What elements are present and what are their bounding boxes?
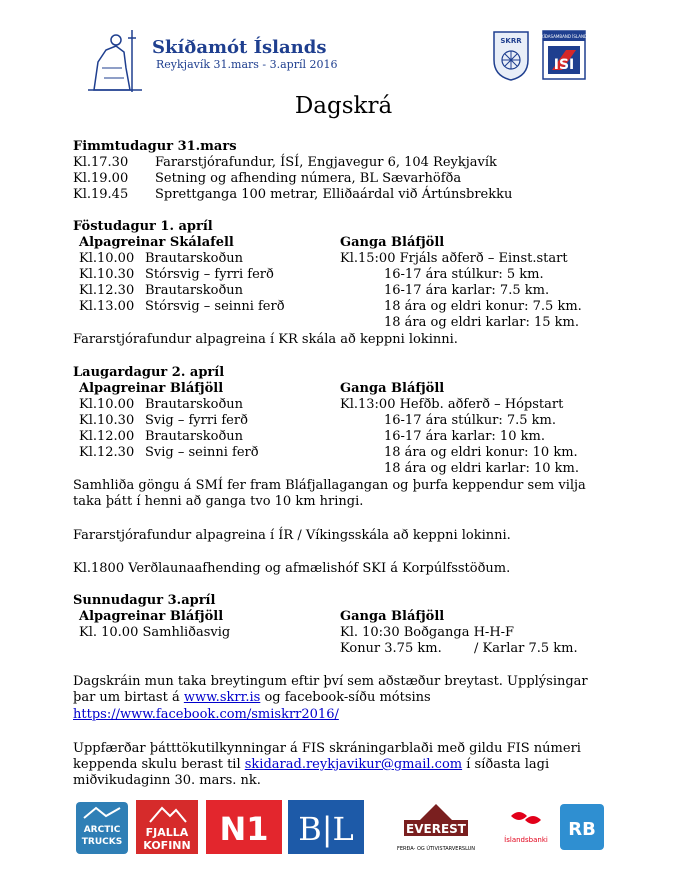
bl-logo bbox=[288, 800, 364, 854]
ski-federation-logo bbox=[538, 30, 590, 80]
footer-line-3: Uppfærðar þátttökutilkynningar á FIS skráningarblaði með gildu FIS númeri bbox=[73, 741, 581, 756]
everest-logo bbox=[388, 800, 484, 856]
brand-title: Skíðamót Íslands bbox=[152, 37, 327, 58]
saturday-nordic-row-2: 16-17 ára karlar: 10 km. bbox=[384, 429, 545, 444]
footer-line-2-suffix: og facebook-síðu mótsins bbox=[260, 690, 431, 705]
skrr-logo-text: SKRR bbox=[500, 37, 522, 45]
friday-heading: Föstudagur 1. apríl bbox=[73, 219, 213, 234]
saturday-alpine-event-2: Svig – fyrri ferð bbox=[145, 413, 248, 428]
facebook-link[interactable]: https://www.facebook.com/smiskrr2016/ bbox=[73, 707, 339, 722]
sunday-heading: Sunnudagur 3.apríl bbox=[73, 593, 216, 608]
skrr-website-link[interactable]: www.skrr.is bbox=[183, 690, 261, 705]
footer-line-4-prefix: keppenda skulu berast til bbox=[73, 757, 245, 772]
ski-federation-logo-text: SKÍÐASAMBAND ÍSLANDS bbox=[538, 34, 590, 39]
saturday-heading: Laugardagur 2. apríl bbox=[73, 365, 225, 380]
friday-nordic-heading: Ganga Bláfjöll bbox=[340, 235, 445, 250]
thursday-time-3: Kl.19.45 bbox=[73, 187, 129, 202]
brand-subtitle: Reykjavík 31.mars - 3.apríl 2016 bbox=[156, 58, 338, 71]
friday-nordic-row-1: 16-17 ára stúlkur: 5 km. bbox=[384, 267, 544, 282]
sunday-nordic-heading: Ganga Bláfjöll bbox=[340, 609, 445, 624]
email-link[interactable]: skidarad.reykjavikur@gmail.com bbox=[244, 757, 463, 772]
friday-nordic-start: Kl.15:00 Frjáls aðferð – Einst.start bbox=[340, 251, 568, 266]
ski-figure-logo bbox=[86, 28, 146, 94]
saturday-paragraph-1-line-2: taka þátt í henni að ganga tvo 10 km hringi. bbox=[73, 494, 364, 509]
friday-nordic-row-3: 18 ára og eldri konur: 7.5 km. bbox=[384, 299, 582, 314]
thursday-event-1: Fararstjórafundur, ÍSÍ, Engjavegur 6, 104 Reykjavík bbox=[155, 155, 497, 170]
sunday-nordic-men: / Karlar 7.5 km. bbox=[474, 641, 578, 656]
arctic-logo-line-1: ARCTIC bbox=[83, 825, 121, 835]
thursday-heading: Fimmtudagur 31.mars bbox=[73, 139, 237, 154]
sunday-alpine-heading: Alpagreinar Bláfjöll bbox=[79, 609, 224, 624]
saturday-nordic-heading: Ganga Bláfjöll bbox=[340, 381, 445, 396]
ski-federation-logo-mark: ISI bbox=[553, 57, 575, 73]
footer-line-5: miðvikudaginn 30. mars. nk. bbox=[73, 773, 261, 788]
footer-line-1: Dagskráin mun taka breytingum eftir því sem aðstæður breytast. Upplýsingar bbox=[73, 674, 588, 689]
friday-nordic-row-2: 16-17 ára karlar: 7.5 km. bbox=[384, 283, 550, 298]
saturday-alpine-time-3: Kl.12.00 bbox=[79, 429, 135, 444]
friday-alpine-time-3: Kl.12.30 bbox=[79, 283, 135, 298]
rb-logo bbox=[560, 804, 604, 850]
friday-alpine-time-1: Kl.10.00 bbox=[79, 251, 135, 266]
arctic-logo-line-2: TRUCKS bbox=[81, 837, 123, 847]
thursday-time-2: Kl.19.00 bbox=[73, 171, 129, 186]
thursday-event-2: Setning og afhending númera, BL Sævarhöfða bbox=[155, 171, 462, 186]
bl-logo-text: B|L bbox=[298, 810, 354, 848]
footer-line-4 bbox=[73, 756, 549, 773]
islandsbanki-logo-text: Íslandsbanki bbox=[504, 836, 548, 844]
saturday-alpine-time-4: Kl.12.30 bbox=[79, 445, 135, 460]
footer-line-2-prefix: þar um birtast á bbox=[73, 690, 184, 705]
saturday-alpine-heading: Alpagreinar Bláfjöll bbox=[79, 381, 224, 396]
saturday-nordic-start: Kl.13:00 Hefðb. aðferð – Hópstart bbox=[340, 397, 564, 412]
fjalla-logo-line-2: KOFINN bbox=[143, 839, 191, 852]
saturday-alpine-event-3: Brautarskoðun bbox=[145, 429, 244, 444]
saturday-alpine-event-4: Svig – seinni ferð bbox=[145, 445, 259, 460]
friday-alpine-event-2: Stórsvig – fyrri ferð bbox=[145, 267, 274, 282]
everest-logo-subtitle: FERÐA- OG ÚTIVISTARVERSLUN bbox=[396, 846, 476, 852]
friday-nordic-row-4: 18 ára og eldri karlar: 15 km. bbox=[384, 315, 579, 330]
friday-alpine-time-4: Kl.13.00 bbox=[79, 299, 135, 314]
n1-logo-text: N1 bbox=[219, 810, 269, 848]
friday-alpine-event-3: Brautarskoðun bbox=[145, 283, 244, 298]
sunday-alpine-event: Kl. 10.00 Samhliðasvig bbox=[79, 625, 231, 640]
saturday-paragraph-3: Kl.1800 Verðlaunaafhending og afmælishóf SKI á Korpúlfsstöðum. bbox=[73, 561, 511, 576]
thursday-time-1: Kl.17.30 bbox=[73, 155, 129, 170]
n1-logo bbox=[206, 800, 282, 854]
saturday-nordic-row-3: 18 ára og eldri konur: 10 km. bbox=[384, 445, 578, 460]
arctic-trucks-logo bbox=[76, 802, 128, 854]
saturday-alpine-event-1: Brautarskoðun bbox=[145, 397, 244, 412]
saturday-paragraph-2: Fararstjórafundur alpagreina í ÍR / Víkingsskála að keppni lokinni. bbox=[73, 528, 511, 543]
saturday-alpine-time-2: Kl.10.30 bbox=[79, 413, 135, 428]
friday-alpine-heading: Alpagreinar Skálafell bbox=[79, 235, 234, 250]
friday-alpine-event-1: Brautarskoðun bbox=[145, 251, 244, 266]
footer-line-4-suffix: í síðasta lagi bbox=[462, 757, 550, 772]
saturday-nordic-row-4: 18 ára og eldri karlar: 10 km. bbox=[384, 461, 579, 476]
saturday-nordic-row-1: 16-17 ára stúlkur: 7.5 km. bbox=[384, 413, 557, 428]
rb-logo-text: RB bbox=[568, 819, 596, 840]
everest-logo-text: EVEREST bbox=[406, 822, 466, 836]
islandsbanki-logo bbox=[497, 808, 555, 850]
thursday-event-3: Sprettganga 100 metrar, Elliðaárdal við Ártúnsbrekku bbox=[155, 187, 513, 202]
page-title: Dagskrá bbox=[294, 93, 393, 119]
fjalla-logo-line-1: FJALLA bbox=[145, 826, 189, 839]
saturday-paragraph-1-line-1: Samhliða göngu á SMÍ fer fram Bláfjallagangan og þurfa keppendur sem vilja bbox=[73, 478, 586, 493]
friday-note: Fararstjórafundur alpagreina í KR skála að keppni lokinni. bbox=[73, 332, 458, 347]
skrr-logo bbox=[492, 30, 530, 82]
sunday-nordic-start: Kl. 10:30 Boðganga H-H-F bbox=[340, 625, 515, 640]
footer-line-2 bbox=[73, 689, 431, 706]
friday-alpine-event-4: Stórsvig – seinni ferð bbox=[145, 299, 285, 314]
saturday-alpine-time-1: Kl.10.00 bbox=[79, 397, 135, 412]
fjallakofinn-logo bbox=[136, 800, 198, 854]
sunday-nordic-women: Konur 3.75 km. bbox=[340, 641, 442, 656]
friday-alpine-time-2: Kl.10.30 bbox=[79, 267, 135, 282]
